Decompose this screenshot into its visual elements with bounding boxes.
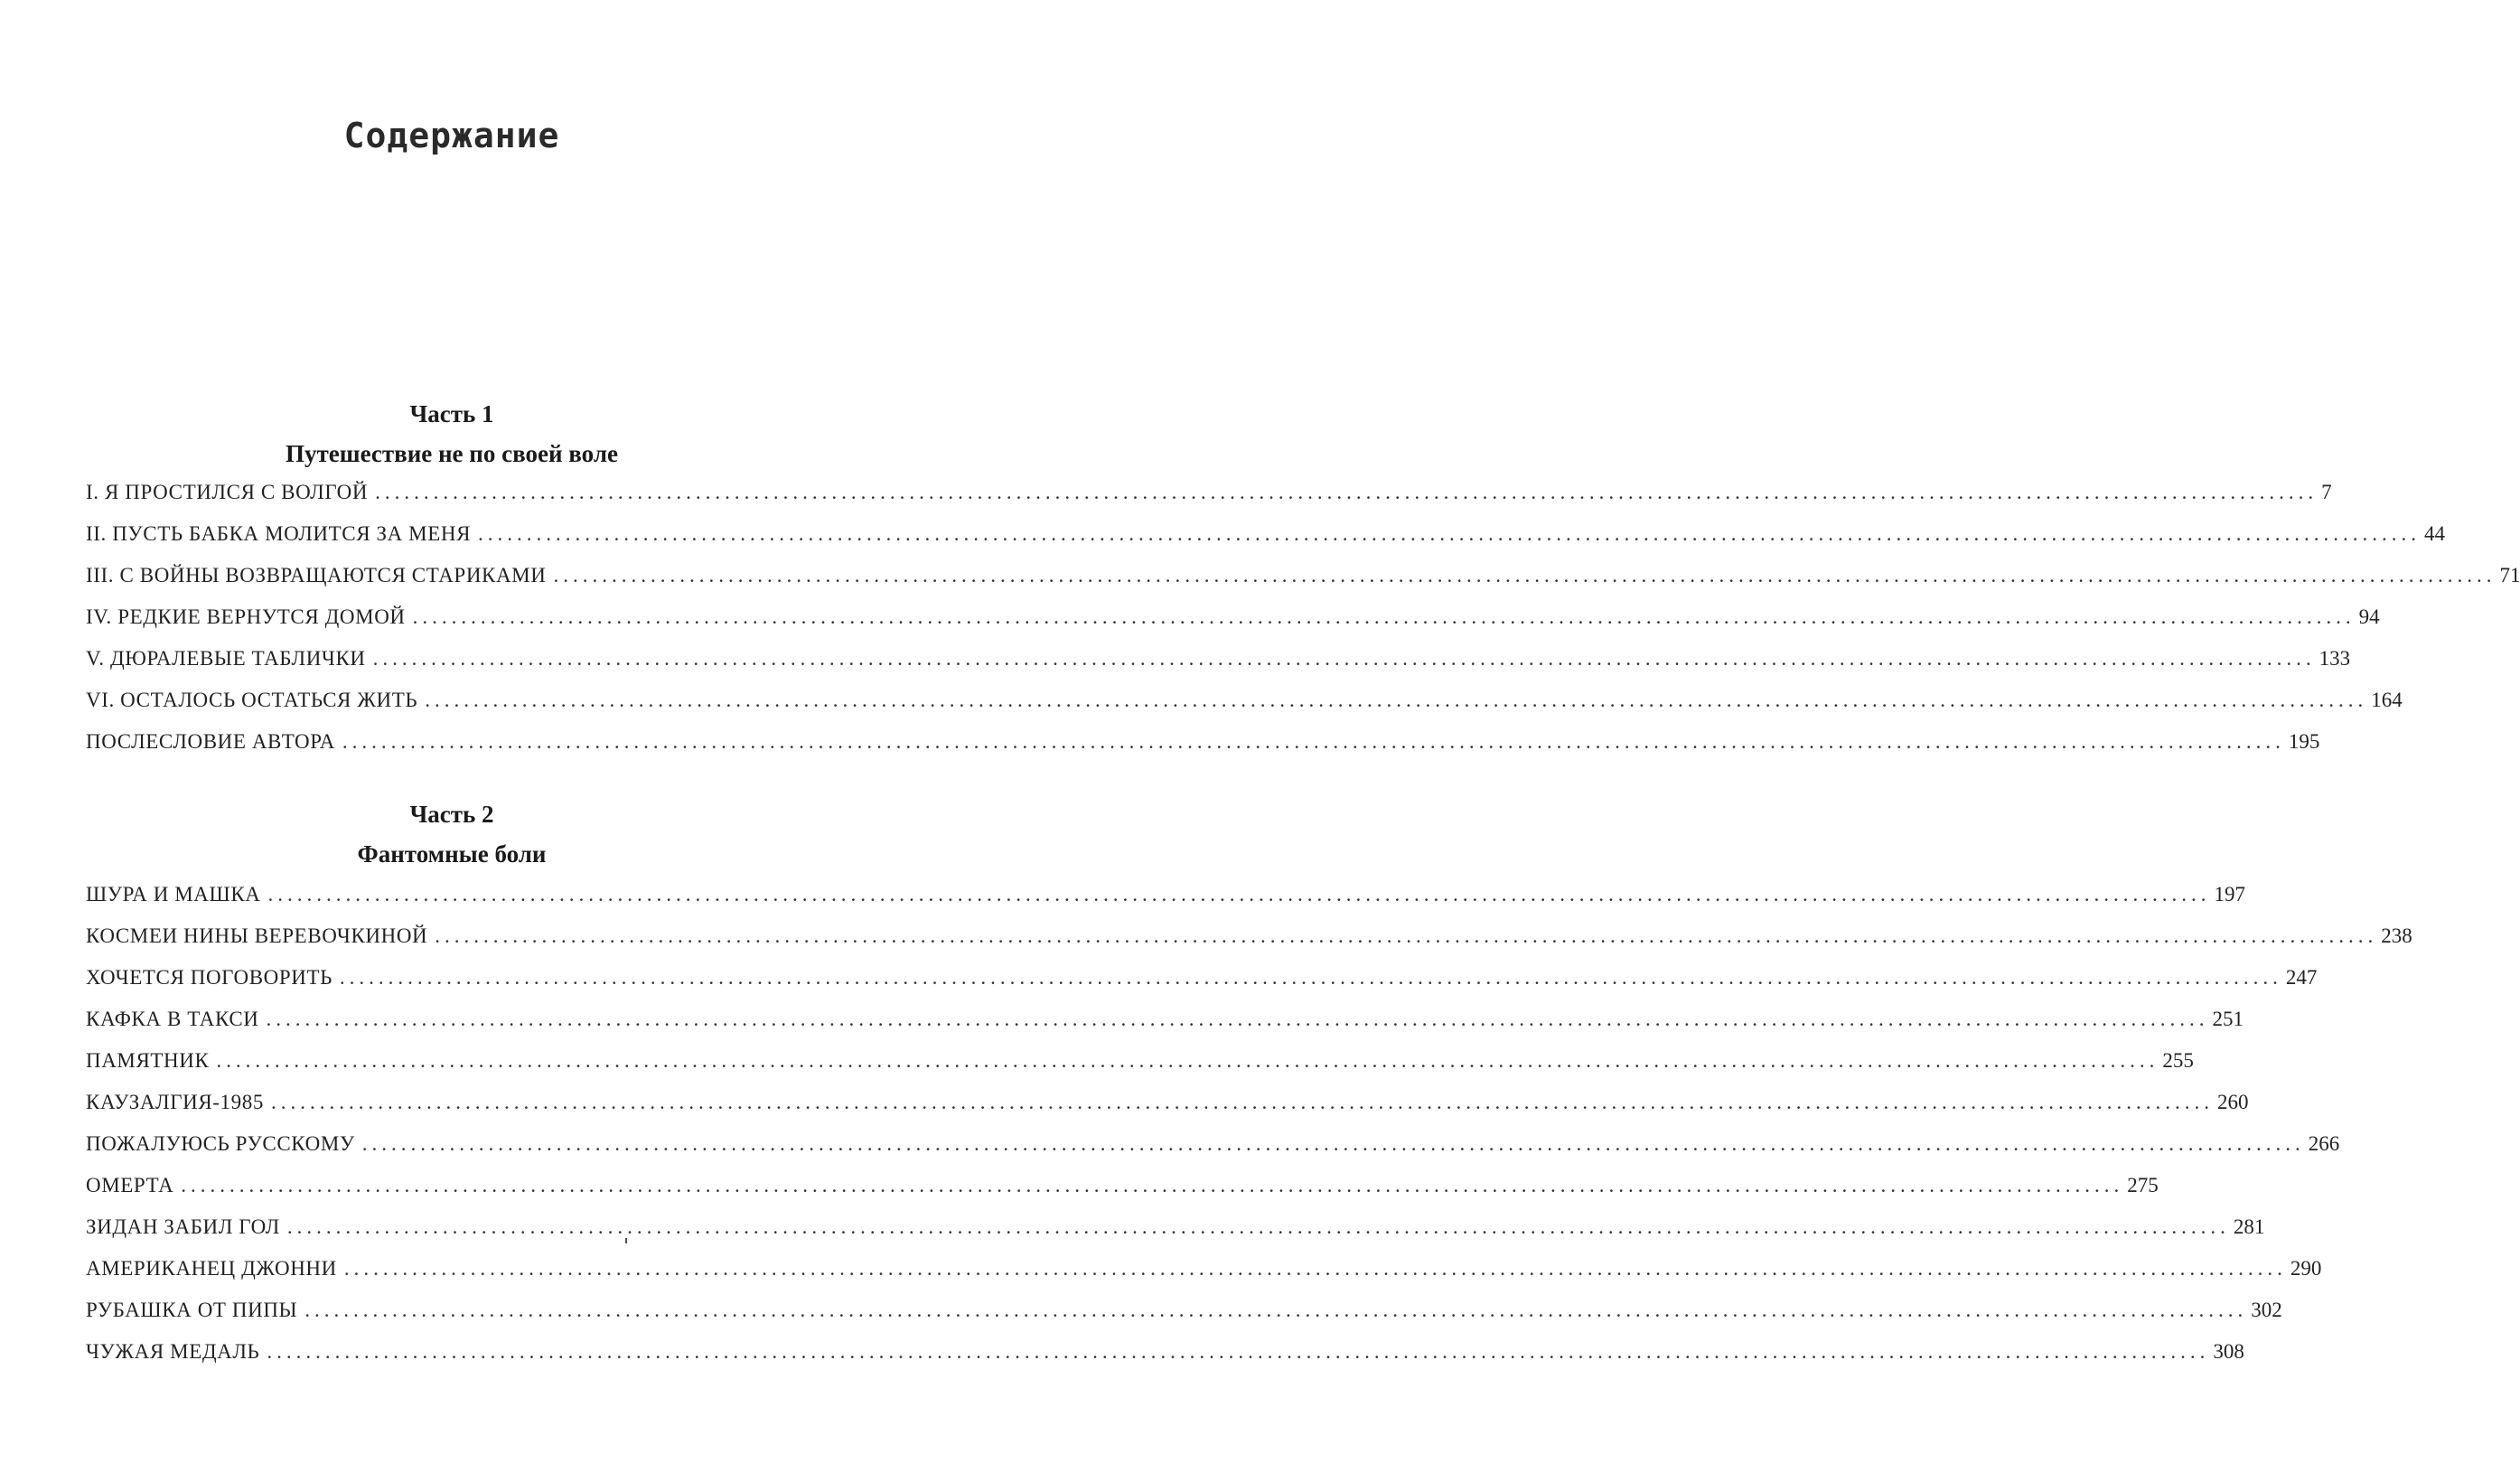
entry-title: IV. РЕДКИЕ ВЕРНУТСЯ ДОМОЙ [86, 605, 406, 628]
dot-leader: ........................................................................................................................................................................................................ [339, 966, 2282, 989]
entry-title: КАФКА В ТАКСИ [86, 1008, 259, 1030]
part-2-entries [86, 883, 2412, 1382]
dot-leader: ........................................................................................................................................................................................................ [412, 605, 2356, 628]
entry-page-number: 44 [2424, 522, 2446, 545]
toc-entry[interactable] [86, 564, 2520, 605]
entry-title: III. С ВОЙНЫ ВОЗВРАЩАЮТСЯ СТАРИКАМИ [86, 564, 547, 586]
entry-title: ПОСЛЕСЛОВИЕ АВТОРА [86, 730, 335, 753]
dot-leader: ........................................................................................................................................................................................................ [286, 1215, 2230, 1238]
toc-entry[interactable] [86, 647, 2351, 689]
entry-title: ЗИДАН ЗАБИЛ ГОЛ [86, 1215, 280, 1238]
toc-entry[interactable] [86, 883, 2245, 924]
part-2-subtitle: Фантомные боли [357, 840, 547, 868]
dot-leader: ........................................................................................................................................................................................................ [425, 689, 2368, 711]
dot-leader: ........................................................................................................................................................................................................ [216, 1049, 2159, 1072]
toc-entry[interactable] [86, 1091, 2249, 1132]
entry-page-number: 302 [2251, 1299, 2282, 1321]
toc-entry[interactable] [86, 1132, 2340, 1174]
dot-leader: ........................................................................................................................................................................................................ [181, 1174, 2124, 1196]
entry-page-number: 71 [2499, 564, 2520, 586]
dot-leader: ........................................................................................................................................................................................................ [361, 1132, 2305, 1155]
dot-leader: ........................................................................................................................................................................................................ [266, 1008, 2209, 1030]
entry-title: ХОЧЕТСЯ ПОГОВОРИТЬ [86, 966, 333, 989]
entry-page-number: 133 [2319, 647, 2351, 670]
dot-leader: ........................................................................................................................................................................................................ [343, 1257, 2287, 1280]
toc-entry[interactable] [86, 924, 2412, 966]
entry-page-number: 290 [2290, 1257, 2322, 1280]
entry-page-number: 164 [2371, 689, 2403, 711]
toc-entry[interactable] [86, 522, 2446, 564]
part-1-heading: Часть 1 [409, 400, 494, 427]
entry-title: V. ДЮРАЛЕВЫЕ ТАБЛИЧКИ [86, 647, 366, 670]
entry-title: II. ПУСТЬ БАБКА МОЛИТСЯ ЗА МЕНЯ [86, 522, 472, 545]
dot-leader: ........................................................................................................................................................................................................ [342, 730, 2285, 753]
entry-page-number: 238 [2381, 924, 2412, 947]
toc-entry[interactable] [86, 1174, 2159, 1215]
entry-page-number: 251 [2212, 1008, 2244, 1030]
dot-leader: ........................................................................................................................................................................................................ [478, 522, 2422, 545]
dot-leader: ........................................................................................................................................................................................................ [304, 1299, 2248, 1321]
entry-title: АМЕРИКАНЕЦ ДЖОННИ [86, 1257, 337, 1280]
toc-entry[interactable] [86, 481, 2332, 522]
entry-title: КОСМЕИ НИНЫ ВЕРЕВОЧКИНОЙ [86, 924, 428, 947]
entry-page-number: 195 [2288, 730, 2320, 753]
entry-title: ШУРА И МАШКА [86, 883, 261, 905]
entry-title: I. Я ПРОСТИЛСЯ С ВОЛГОЙ [86, 481, 369, 503]
dot-leader: ........................................................................................................................................................................................................ [267, 883, 2211, 905]
dot-leader: ........................................................................................................................................................................................................ [270, 1091, 2214, 1113]
dot-leader: ........................................................................................................................................................................................................ [375, 481, 2319, 503]
print-speck [625, 1238, 627, 1243]
page-title: Содержание [343, 116, 560, 155]
entry-title: КАУЗАЛГИЯ-1985 [86, 1091, 264, 1113]
entry-page-number: 281 [2233, 1215, 2265, 1238]
toc-entry[interactable] [86, 1340, 2244, 1382]
toc-entry[interactable] [86, 1299, 2282, 1340]
toc-entry[interactable] [86, 966, 2318, 1008]
entry-page-number: 275 [2127, 1174, 2159, 1196]
entry-title: ОМЕРТА [86, 1174, 174, 1196]
dot-leader: ........................................................................................................................................................................................................ [435, 924, 2378, 947]
entry-page-number: 260 [2216, 1091, 2249, 1113]
entry-title: VI. ОСТАЛОСЬ ОСТАТЬСЯ ЖИТЬ [86, 689, 418, 711]
entry-title: ПАМЯТНИК [86, 1049, 210, 1072]
toc-entry[interactable] [86, 689, 2403, 730]
dot-leader: ........................................................................................................................................................................................................ [267, 1340, 2210, 1363]
part-1-subtitle: Путешествие не по своей воле [286, 440, 618, 467]
entry-page-number: 7 [2321, 481, 2332, 503]
part-2-heading: Часть 2 [409, 801, 494, 828]
entry-page-number: 197 [2214, 883, 2245, 905]
part-1-entries [86, 481, 2520, 772]
dot-leader: ........................................................................................................................................................................................................ [553, 564, 2497, 586]
entry-page-number: 308 [2213, 1340, 2244, 1363]
entry-page-number: 255 [2162, 1049, 2194, 1072]
entry-title: ЧУЖАЯ МЕДАЛЬ [86, 1340, 260, 1363]
entry-page-number: 247 [2285, 966, 2318, 989]
toc-entry[interactable] [86, 1257, 2322, 1299]
toc-entry[interactable] [86, 1008, 2244, 1049]
entry-page-number: 266 [2308, 1132, 2340, 1155]
toc-entry[interactable] [86, 1049, 2194, 1091]
entry-page-number: 94 [2358, 605, 2380, 628]
dot-leader: ........................................................................................................................................................................................................ [372, 647, 2316, 670]
toc-entry[interactable] [86, 730, 2320, 772]
toc-entry[interactable] [86, 605, 2380, 647]
toc-entry[interactable] [86, 1215, 2265, 1257]
entry-title: РУБАШКА ОТ ПИПЫ [86, 1299, 298, 1321]
entry-title: ПОЖАЛУЮСЬ РУССКОМУ [86, 1132, 355, 1155]
